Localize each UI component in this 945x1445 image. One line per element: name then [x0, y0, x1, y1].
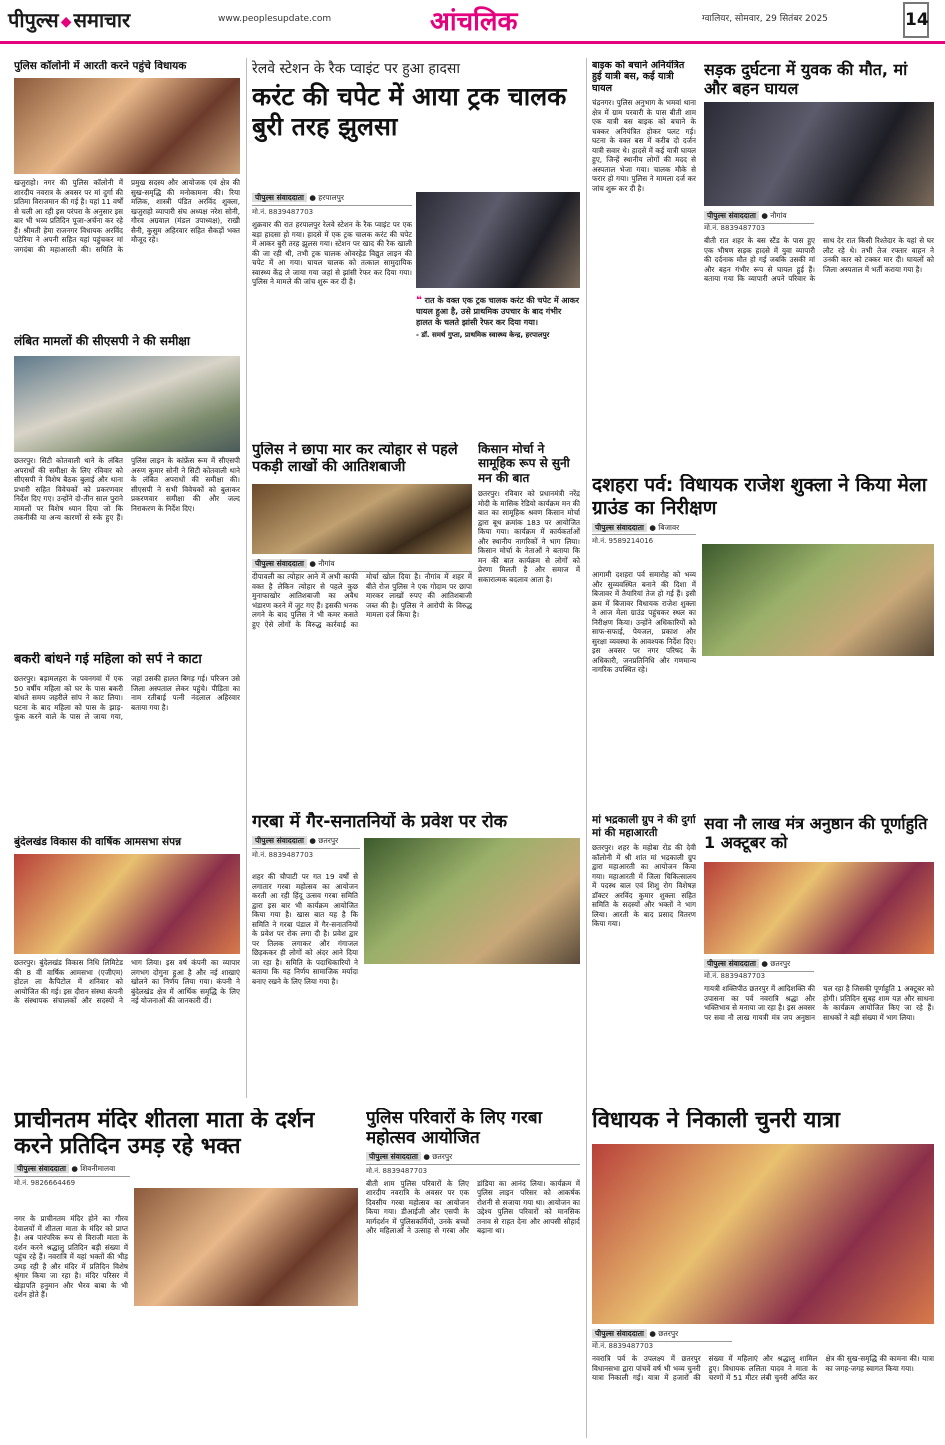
byline-place: छतरपुर — [770, 959, 791, 968]
byline-place: हरपालपुर — [318, 193, 344, 202]
url-domain: peoplesupdate.com — [242, 14, 332, 24]
story-bundelkhand-agm — [14, 836, 240, 1094]
mobile-number: मो.नं. 8839487703 — [252, 207, 314, 216]
byline-place: नौगांव — [770, 211, 787, 220]
byline: पीपुल्स संवाददाता ● छतरपुर — [366, 1152, 580, 1165]
story-garba-entry-ban — [252, 812, 580, 1092]
brand-name-b: समाचार — [73, 8, 131, 32]
mobile-number: मो.नं. 9826664469 — [14, 1178, 76, 1187]
brand-separator: ◆ — [60, 13, 72, 30]
byline-label: पीपुल्स संवाददाता — [592, 523, 647, 532]
byline-label: पीपुल्स संवाददाता — [252, 193, 307, 202]
article-body: आगामी दशहरा पर्व समारोह को भव्य और सुव्यवस्थित बनाने की दिशा में बिजावर में तैयारियां तेज हो गई हैं। इसी क्रम में बिजावर विधायक राजेश शुक्ला ने आज मेला ग्राउंड पहुंचकर स्थल का निरीक्षण किया। उन्होंने अधिकारियों को साफ-सफाई, पेयजल, प्रकाश और सुरक्षा व्यवस्था के आवश्यक निर्देश दिए। इस अवसर पर नगर परिषद के अधिकारी, जनप्रतिनिधि और गणमान्य नागरिक उपस्थित रहे। — [592, 570, 696, 674]
column-rule — [586, 58, 587, 1438]
article-body: नगर के प्राचीनतम मंदिर होने का गौरव देवालयों में शीतला माता के मंदिर को प्राप्त है। अब पारंपरिक रूप से विराजी माता के दर्शन करने श्रद्धालु प्रतिदिन बड़ी संख्या में पहुंच रहे हैं। नवरात्रि में यहां भक्तों की भीड़ उमड़ रही है और मंदिर में प्रतिदिन विशेष श्रृंगार किया जा रहा है। मंदिर परिसर में खेड़ापति हनुमान और भैरव बाबा के भी दर्शन होते हैं। — [14, 1214, 128, 1299]
kicker: रेलवे स्टेशन के रैक प्वाइंट पर हुआ हादसा — [252, 61, 460, 77]
story-chunari-yatra — [592, 1108, 934, 1438]
article-body: छतरपुर। बुंदेलखंड विकास निधि लिमिटेड की 8 वीं वार्षिक आमसभा (एजीएम) होटल ला कैपिटोल में शनिवार को आयोजित की गई। इस दौरान संस्था कंपनी के संस्थापक संचालकों और सदस्यों ने भाग लिया। इस वर्ष कंपनी का व्यापार लगभग दोगुना हुआ है और नई शाखाएं खोलने का निर्णय लिया गया। कंपनी ने बुंदेलखंड क्षेत्र में आर्थिक समृद्धि के लिए नई योजनाओं की जानकारी दी। — [14, 958, 240, 1005]
headline: करंट की चपेट में आया ट्रक चालक बुरी तरह झुलसा — [252, 82, 567, 142]
photo-crashed-car — [704, 102, 934, 206]
column-rule — [246, 58, 247, 1098]
story-bus-accident — [592, 60, 696, 376]
byline: पीपुल्स संवाददाता ● नौगांव — [252, 559, 472, 572]
article-body: छतरपुर। बड़ामलहरा के पवनगवां में एक 50 वर्षीय महिला को घर के पास बकरी बांधते समय जहरीले सांप ने काट लिया। घटना के बाद महिला को पास के झाड़-फूंक करने वाले के पास ले जाया गया, जहां उसकी हालत बिगड़ गई। परिजन उसे जिला अस्पताल लेकर पहुंचे। पीड़िता का नाम रतीबाई पत्नी नंदलाल अहिरवार बताया गया है। — [14, 674, 240, 721]
headline: पुलिस परिवारों के लिए गरबा महोत्सव आयोजित — [366, 1108, 542, 1149]
mobile-number: मो.नं. 8839487703 — [252, 850, 314, 859]
headline: मां भद्रकाली ग्रुप ने की दुर्गा मां की महाआरती — [592, 814, 696, 839]
article-body: बीती रात शहर के बस स्टैंड के पास हुए एक भीषण सड़क हादसे में युवा व्यापारी की दर्दनाक मौत हो गई जबकि उसकी मां और बहन गंभीर रूप से घायल हुई हैं। बताया गया कि व्यापारी अपने परिवार के साथ देर रात किसी रिश्तेदार के यहां से घर लौट रहे थे। तभी तेज रफ्तार वाहन ने उनकी कार को टक्कर मार दी। घायलों को जिला अस्पताल में भर्ती कराया गया है। — [704, 236, 934, 283]
byline-label: पीपुल्स संवाददाता — [14, 1164, 69, 1173]
byline-label: पीपुल्स संवाददाता — [252, 836, 307, 845]
headline: बकरी बांधने गई महिला को सर्प ने काटा — [14, 652, 202, 667]
mobile-number: मो.नं. 8839487703 — [704, 224, 766, 232]
story-police-garba — [366, 1108, 580, 1438]
article-body: खजुराहो। नगर की पुलिस कॉलोनी में शारदीय नवरात्र के अवसर पर मां दुर्गा की प्रतिमा विराजमान की गई है। यहां 11 वर्षों से चली आ रही इस परंपरा के अनुसार इस बार भी भव्य प्रतिदिन पूजा-अर्चना कर रहे हैं। श्रीमती हेमा राजनगर विधायक अरविंद पटेरिया ने अपनी सहित यहां पहुंचकर मां जगदंबा की महाआरती की। समिति के प्रमुख सदस्य और आयोजक एवं क्षेत्र की सुख-समृद्धि की मनोकामना की। रिया मलिक, शास्त्री पंडित अरविंद शुक्ला, खजुराहो व्यापारी संघ अध्यक्ष नरेश सोनी, गौरव अग्रवाल (मंडल उपाध्यक्ष), राखी सैनी, कुसुम अहिरवार सहित सैकड़ों भक्त मौजूद रहे। — [14, 178, 240, 254]
photo-mela-ground — [702, 544, 934, 656]
pull-quote — [416, 294, 580, 328]
photo-fireworks — [252, 484, 472, 554]
headline: दशहरा पर्व: विधायक राजेश शुक्ला ने किया मेला ग्राउंड का निरीक्षण — [592, 474, 927, 519]
article-body: शहर की चौपाटी पर गत 19 वर्षों से लगातार गरबा महोत्सव का आयोजन करती आ रही हिंदू उत्सव गरबा समिति द्वारा इस बार भी कार्यक्रम आयोजित किया गया है। खास बात यह है कि समिति ने गरबा पंडाल में गैर-सनातनियों के प्रवेश पर रोक लगा दी है। प्रवेश द्वार पर तिलक लगाकर और गंगाजल छिड़ककर ही लोगों को अंदर आने दिया जा रहा है। समिति के पदाधिकारियों ने बताया कि यह निर्णय सामाजिक मर्यादा बनाए रखने के लिए लिया गया है। — [252, 872, 358, 986]
article-body: बीती शाम पुलिस परिवारों के लिए शारदीय नवरात्रि के अवसर पर एक दिवसीय गरबा महोत्सव का आयोजन किया गया। डीआईजी और एसपी के मार्गदर्शन में पुलिसकर्मियों, उनके बच्चों और महिलाओं ने उत्साह से गरबा और डांडिया का आनंद लिया। कार्यक्रम में पुलिस लाइन परिसर को आकर्षक रोशनी से सजाया गया था। आयोजन का उद्देश्य पुलिस परिवारों को मानसिक तनाव से राहत देना और आपसी सौहार्द बढ़ाना था। — [366, 1178, 580, 1236]
story-csp-review — [14, 334, 240, 632]
page-number: 14 — [903, 2, 929, 38]
quote-mark-icon: ❝ — [416, 295, 422, 306]
mobile-number: मो.नं. 8839487703 — [366, 1166, 428, 1175]
byline-label: पीपुल्स संवाददाता — [592, 1329, 647, 1338]
photo-garba — [364, 838, 580, 964]
photo-review-meeting — [14, 356, 240, 452]
mobile-number: मो.नं. 8839487703 — [704, 972, 766, 980]
brand-name-a: पीपुल्स — [8, 8, 59, 32]
website-link[interactable] — [218, 14, 331, 26]
quote-text: रात के वक्त एक ट्रक चालक करंट की चपेट में आकर घायल हुआ है, उसे प्राथमिक उपचार के बाद गंभीर हालत के चलते झांसी रेफर कर दिया गया। — [416, 296, 580, 327]
story-mann-ki-baat — [478, 442, 580, 798]
story-sheetla-mata — [14, 1108, 358, 1438]
dateline: ग्वालियर, सोमवार, 29 सितंबर 2025 — [702, 14, 828, 24]
story-dussehra-inspection — [592, 474, 934, 804]
article-body: गायत्री शक्तिपीठ छतरपुर में आदिशक्ति की उपासना का पर्व नवरात्रि श्रद्धा और भक्तिभाव से मनाया जा रहा है। इस अवसर पर सवा नौ लाख गायत्री मंत्र जप अनुष्ठान चल रहा है जिसकी पूर्णाहुति 1 अक्टूबर को होगी। प्रतिदिन सुबह शाम यज्ञ और साधना के कार्यक्रम आयोजित किए जा रहे हैं। साधकों ने बड़ी संख्या में भाग लिया। — [704, 984, 934, 1022]
byline-place: शिवनीमालवा — [80, 1163, 116, 1173]
byline-label: पीपुल्स संवाददाता — [252, 559, 307, 568]
byline-place: छतरपुर — [658, 1329, 679, 1338]
headline: विधायक ने निकाली चुनरी यात्रा — [592, 1108, 840, 1133]
byline-label: पीपुल्स संवाददाता — [366, 1152, 421, 1161]
article-body: छतरपुर। रविवार को प्रधानमंत्री नरेंद्र मोदी के मासिक रेडियो कार्यक्रम मन की बात का सामूहिक श्रवण किसान मोर्चा द्वारा बूथ क्रमांक 183 पर आयोजित किया गया। कार्यक्रम में कार्यकर्ताओं और स्थानीय नागरिकों ने भाग लिया। किसान मोर्चा के नेताओं ने बताया कि मन की बात कार्यक्रम से लोगों को प्रेरणा मिलती है और समाज में सकारात्मक बदलाव आता है। — [478, 489, 580, 584]
byline: पीपुल्स संवाददाता ● नौगांव — [704, 211, 814, 224]
byline-label: पीपुल्स संवाददाता — [704, 959, 759, 968]
byline-place: छतरपुर — [432, 1151, 453, 1161]
byline-label: पीपुल्स संवाददाता — [704, 211, 759, 220]
headline: लंबित मामलों की सीएसपी ने की समीक्षा — [14, 334, 191, 348]
headline: बाइक को बचाने अनियंत्रित हुई यात्री बस, कई यात्री घायल — [592, 60, 685, 94]
masthead — [0, 0, 945, 44]
photo-agm — [14, 854, 240, 954]
story-truck-driver-body — [252, 190, 412, 436]
byline: पीपुल्स संवाददाता ● छतरपुर — [592, 1329, 732, 1342]
headline: सड़क दुर्घटना में युवक की मौत, मां और बहन घायल — [704, 60, 908, 99]
byline: पीपुल्स संवाददाता ● शिवनीमालवा — [14, 1164, 130, 1177]
article-body: नवरात्रि पर्व के उपलक्ष्य में छतरपुर विधानसभा द्वारा पांचवें वर्ष भी भव्य चुनरी यात्रा निकाली गई। यात्रा में हजारों की संख्या में महिलाएं और श्रद्धालु शामिल हुए। विधायक ललिता यादव ने माता के चरणों में 51 मीटर लंबी चुनरी अर्पित कर क्षेत्र की सुख-समृद्धि की कामना की। यात्रा का जगह-जगह स्वागत किया गया। — [592, 1354, 934, 1382]
article-body: शुक्रवार की रात हरपालपुर रेलवे स्टेशन के रैक प्वाइंट पर एक बड़ा हादसा हो गया। हादसे में एक ट्रक चालक करंट की चपेट में आकर बुरी तरह झुलस गया। स्टेशन पर खाद की रैक खाली की जा रही थी, तभी ट्रक चालक ओवरहेड विद्युत लाइन की चपेट में आ गया। घायल चालक को तत्काल सामुदायिक स्वास्थ्य केंद्र ले जाया गया जहां से झांसी रेफर कर दिया गया। पुलिस ने मामले की जांच शुरू कर दी है। — [252, 220, 412, 287]
article-body: छतरपुर। सिटी कोतवाली थाने के लंबित अपराधों की समीक्षा के लिए रविवार को सीएसपी ने विशेष बैठक बुलाई और थाना प्रभारी सहित विवेचकों को प्रकरणवार निर्देश दिए गए। उन्होंने दो-तीन साल पुराने मामलों पर विशेष ध्यान दिया जो कि तकनीकी या अन्य कारणों से रुके हुए हैं। पुलिस लाइन के कांफ्रेंस रूम में सीएसपी अरुण कुमार सोनी ने सिटी कोतवाली थाने के लंबित अपराधों की समीक्षा की। सीएसपी ने सभी विवेचकों को बुलाकर प्रकरणवार समीक्षा की और जल्द निराकरण के निर्देश दिए। — [14, 456, 240, 522]
article-body: चंद्रनगर। पुलिस अनुभाग के भमवां थाना क्षेत्र में ग्राम परवारी के पास बीती शाम एक यात्री बस बाइक को बचाने के चक्कर अनियंत्रित होकर पलट गई। घटना के वक्त बस में करीब दो दर्जन यात्री सवार थे। हादसे में कई यात्री घायल हुए, जिन्हें स्थानीय लोगों की मदद से अस्पताल भेजा गया। चालक मौके से फरार हो गया। पुलिस ने मामला दर्ज कर जांच शुरू कर दी है। — [592, 98, 696, 193]
story-bhadrakali-aarti — [592, 814, 696, 1094]
byline-place: छतरपुर — [318, 836, 339, 845]
article-body: दीपावली का त्योहार आने में अभी काफी वक्त है लेकिन त्योहार से पहले कुछ मुनाफाखोर आतिशबाजी का अवैध भंडारण करने में जुट गए हैं। इसकी भनक लगने के बाद पुलिस ने भी कमर कसते हुए ऐसे लोगों के विरुद्ध कार्रवाई का मोर्चा खोल दिया है। नौगांव में शहर में बीते रोज पुलिस ने एक गोदाम पर छापा मारकर लाखों रुपए की आतिशबाजी जब्त की है। पुलिस ने आरोपी के विरुद्ध मामला दर्ज किया है। — [252, 572, 472, 629]
headline: पुलिस कॉलोनी में आरती करने पहुंचे विधायक — [14, 60, 187, 72]
photo-temple — [134, 1188, 358, 1306]
photo-anushthan — [704, 862, 934, 954]
story-truck-quote — [416, 294, 580, 436]
quote-attribution: - डॉ. समर्थ गुप्ता, प्राथमिक स्वास्थ्य केन्द्र, हरपालपुर — [416, 331, 550, 340]
headline: गरबा में गैर-सनातनियों के प्रवेश पर रोक — [252, 812, 508, 832]
byline-place: बिजावर — [658, 522, 680, 532]
photo-chunari-yatra — [592, 1144, 934, 1324]
photo-rack-point — [416, 192, 580, 288]
mobile-number: मो.नं. 9589214016 — [592, 537, 654, 546]
section-title: आंचलिक — [430, 7, 518, 37]
article-body: छतरपुर। शहर के महोबा रोड की देवी कॉलोनी में श्री शांत मां भद्रकाली ग्रुप द्वारा महाआरती का आयोजन किया गया। महाआरती में जिला चिकित्सालय में पदस्थ बाल एवं शिशु रोग विशेषज्ञ डॉक्टर अरविंद कुमार शुक्ला सहित समिति के सदस्यों और भक्तों ने भाग लिया। आरती के बाद प्रसाद वितरण किया गया। — [592, 843, 696, 929]
story-mantra-anushthan — [704, 814, 934, 1094]
headline: किसान मोर्चा ने सामूहिक रूप से सुनी मन की बात — [478, 442, 570, 485]
brand-logo — [8, 6, 130, 33]
byline: पीपुल्स संवाददाता ● छतरपुर — [704, 959, 814, 972]
headline: प्राचीनतम मंदिर शीतला माता के दर्शन करने प्रतिदिन उमड़ रहे भक्त — [14, 1108, 315, 1160]
story-road-accident — [704, 60, 934, 466]
story-police-colony-aarti — [14, 60, 240, 312]
byline-place: नौगांव — [318, 559, 335, 568]
mobile-number: मो.नं. 8839487703 — [592, 1342, 654, 1350]
url-prefix: www. — [218, 14, 243, 24]
byline: पीपुल्स संवाददाता ● हरपालपुर — [252, 193, 412, 206]
headline: बुंदेलखंड विकास की वार्षिक आमसभा संपन्न — [14, 836, 182, 848]
headline: पुलिस ने छापा मार कर त्योहार से पहले पकड़ी लाखों की आतिशबाजी — [252, 442, 458, 476]
photo-aarti — [14, 78, 240, 174]
byline: पीपुल्स संवाददाता ● छतरपुर — [252, 836, 360, 849]
story-snake-bite — [14, 652, 240, 820]
story-fireworks-seized — [252, 442, 472, 798]
headline: सवा नौ लाख मंत्र अनुष्ठान की पूर्णाहुति 1 अक्टूबर को — [704, 814, 928, 853]
byline: पीपुल्स संवाददाता ● बिजावर — [592, 523, 696, 536]
